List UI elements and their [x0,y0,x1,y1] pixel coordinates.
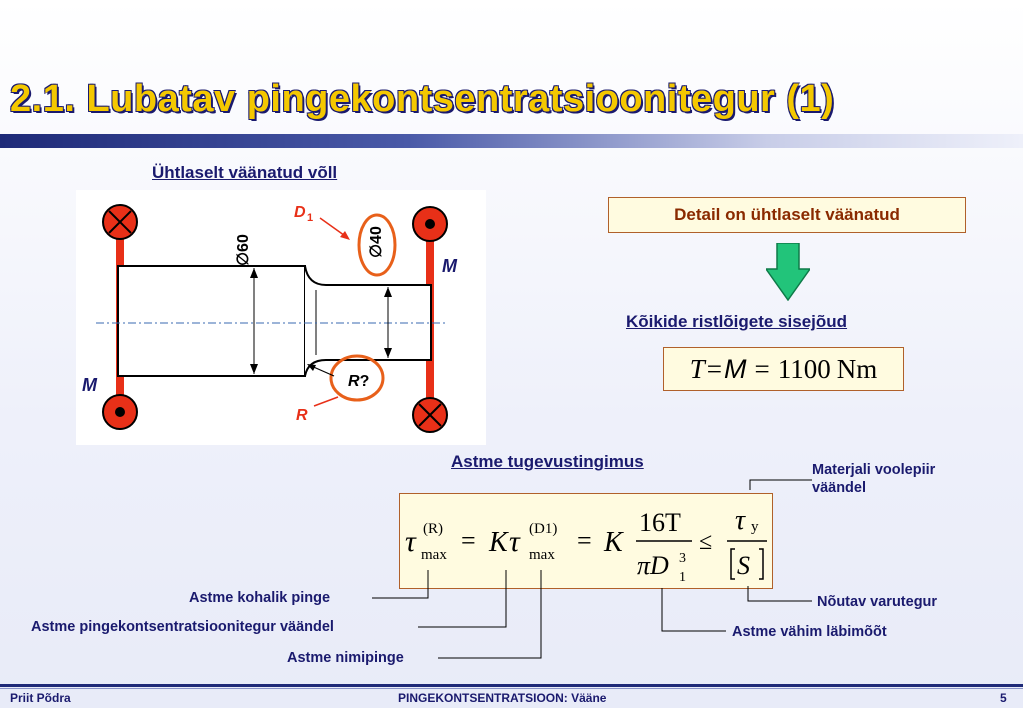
sub-max-1: max [421,547,447,563]
safety-factor: S [737,551,750,580]
den-subscript: 1 [679,570,686,585]
footer-author: Priit Põdra [10,691,71,705]
leader-factor [418,570,506,627]
min-section-annotation: Astme vähim läbimõõt [732,624,887,640]
leader-yield [750,480,812,490]
footer-divider-thin [0,688,1023,689]
sup-d1: (D1) [529,521,558,537]
moment-symbol: M [724,353,747,384]
detail-box: Detail on ühtlaselt väänatud [608,197,966,233]
local-stress-annotation: Astme kohalik pinge [189,590,331,606]
less-equal: ≤ [699,529,713,555]
denominator: πD [637,551,669,580]
k-factor-2: K [604,527,623,558]
k-factor-1: K [489,527,508,558]
sub-max-2: max [529,547,555,563]
moment-label-left: M [82,375,97,395]
r-question-label: R? [348,373,370,390]
equals-a: = [461,526,476,555]
slide-title: 2.1. Lubatav pingekontsentratsioonitegur (1) [10,78,835,120]
equals-2: = [754,353,770,384]
equals-1: = [706,353,723,384]
tau-yield: τ [735,505,746,536]
numerator: 16T [639,508,681,537]
internal-forces-caption: Kõikide ristlõigete sisejõud [626,312,848,331]
torque-symbol: T [689,353,705,384]
leader-local-stress [372,570,428,598]
torque-unit: Nm [836,353,878,384]
yield-annotation: Materjali voolepiir väändel [812,462,936,496]
dia60-label: ∅60 [235,234,252,266]
dia40-label: ∅40 [368,226,385,258]
tau-local: τ [405,525,416,558]
den-power: 3 [679,551,686,566]
strength-caption: Astme tugevustingimus [451,452,644,471]
footer-divider [0,684,1023,687]
figure-caption: Ühtlaselt väänatud võll [152,163,338,182]
sup-r: (R) [423,521,443,537]
tau-nominal: τ [509,525,520,558]
footer-topic: PINGEKONTSENTRATSIOON: Vääne [398,691,607,705]
leader-safety [748,586,812,601]
equals-b: = [577,526,592,555]
safety-annotation: Nõutav varutegur [817,594,938,610]
sub-y: y [751,519,759,535]
footer-page-number: 5 [1000,691,1007,705]
leader-nominal [438,570,541,658]
torque-value: 1100 [777,353,831,384]
nominal-annotation: Astme nimipinge [287,650,404,666]
r-label: R [296,407,308,424]
d1-subscript: 1 [307,212,314,224]
factor-annotation: Astme pingekontsentratsioonitegur väändel [31,619,334,635]
d1-label: D [294,204,306,221]
leader-min-section [662,588,726,631]
moment-label-right: M [442,256,457,276]
